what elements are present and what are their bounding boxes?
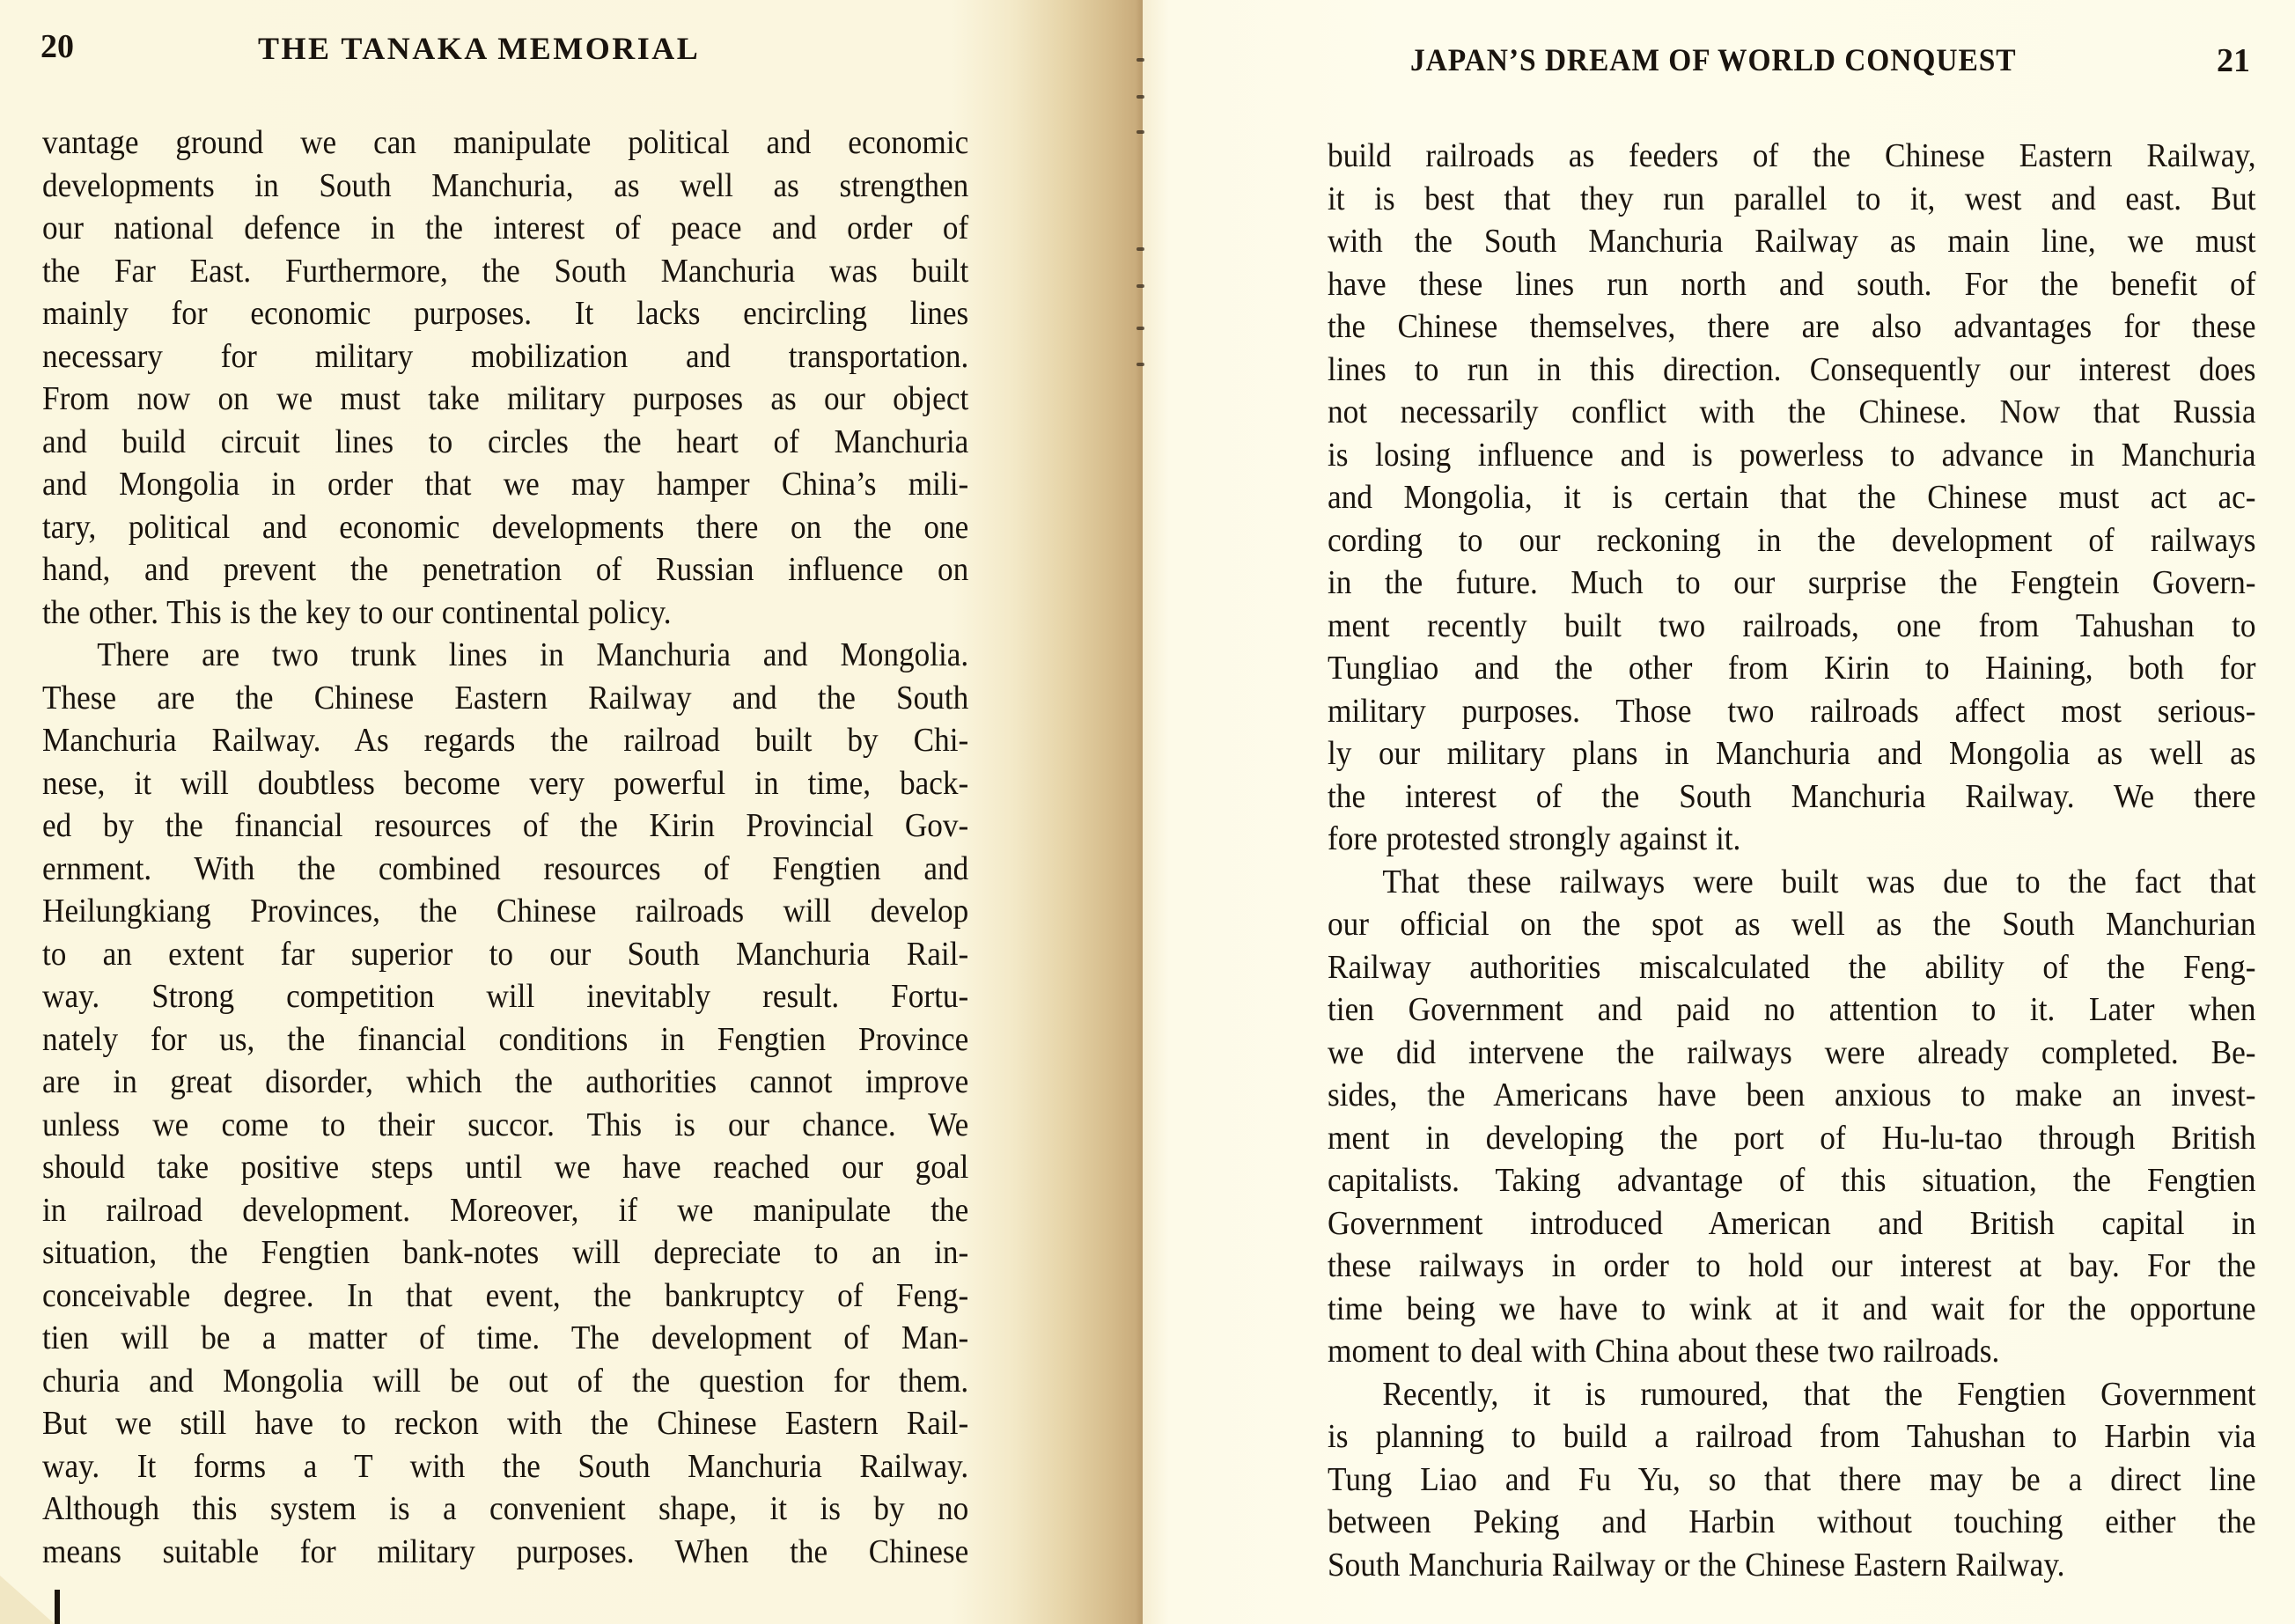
stitch-hole: [1136, 130, 1144, 134]
text-line: [42, 421, 968, 464]
text-line-content: way. It forms a T with the South Manchuria Railway.: [42, 1447, 969, 1485]
text-line-content: nately for us, the financial conditions in Fengtien Province: [42, 1020, 969, 1058]
text-line: [1328, 1202, 2256, 1246]
text-line: [42, 335, 968, 378]
text-line-content: is planning to build a railroad from Tahushan to Harbin via: [1328, 1418, 2256, 1455]
text-line: [42, 677, 968, 720]
text-line: [42, 592, 968, 635]
text-line: [42, 292, 968, 335]
text-line: [1328, 349, 2256, 392]
text-line: [42, 1189, 968, 1232]
text-line: [42, 463, 968, 506]
text-line: [1328, 903, 2256, 946]
text-line: [1328, 562, 2256, 605]
text-line-content: There are two trunk lines in Manchuria and Mongolia.: [97, 636, 969, 673]
text-line-content: tary, political and economic developments there on the one: [42, 508, 969, 546]
text-line-content: it is best that they run parallel to it, west and east. But: [1328, 180, 2256, 217]
text-line-content: to an extent far superior to our South Manchuria Rail-: [42, 935, 969, 973]
text-line-content: churia and Mongolia will be out of the question for them.: [42, 1362, 969, 1400]
text-line-content: the other. This is the key to our continental policy.: [42, 593, 672, 631]
running-head: JAPAN’S DREAM OF WORLD CONQUEST: [1410, 42, 2017, 77]
text-line-content: we did intervene the railways were already completed. Be-: [1328, 1033, 2256, 1071]
text-line: [1328, 1373, 2256, 1416]
text-line-content: ed by the financial resources of the Kirin Provincial Gov-: [42, 807, 969, 844]
text-line: [1328, 818, 2256, 861]
text-line: [1328, 1459, 2256, 1502]
text-line-content: fore protested strongly against it.: [1328, 820, 1741, 857]
text-line: [42, 1231, 968, 1275]
text-line: [1328, 647, 2256, 690]
text-line: [1328, 391, 2256, 434]
text-line-content: developments in South Manchuria, as well as strengthen: [42, 166, 969, 204]
text-line-content: Tungliao and the other from Kirin to Haining, both for: [1328, 650, 2256, 687]
text-line: [1328, 135, 2256, 178]
text-line: [42, 890, 968, 933]
text-line-content: our national defence in the interest of peace and order of: [42, 209, 969, 246]
text-line-content: Heilungkiang Provinces, the Chinese railroads will develop: [42, 893, 969, 930]
text-line-content: hand, and prevent the penetration of Russian influence on: [42, 551, 969, 588]
text-line-content: in railroad development. Moreover, if we manipulate the: [42, 1191, 969, 1229]
text-line: [42, 634, 968, 677]
text-line: [42, 1104, 968, 1147]
text-line-content: From now on we must take military purposes as our object: [42, 380, 969, 417]
text-line-content: and Mongolia in order that we may hamper China’s mili-: [42, 466, 969, 503]
text-line: [1328, 178, 2256, 221]
text-line: [1328, 1544, 2256, 1587]
stitch-hole: [1136, 95, 1144, 99]
text-line-content: mainly for economic purposes. It lacks encircling lines: [42, 295, 969, 332]
text-line: [42, 975, 968, 1018]
text-line-content: not necessarily conflict with the Chinese. Now that Russia: [1328, 393, 2256, 430]
text-line-content: moment to deal with China about these two railroads.: [1328, 1333, 2000, 1370]
page-number: 20: [40, 28, 74, 65]
text-line: [42, 250, 968, 293]
text-line-content: sides, the Americans have been anxious to make an invest-: [1328, 1077, 2256, 1113]
text-line: [1328, 605, 2256, 648]
text-line: [42, 1531, 968, 1574]
text-line-content: the interest of the South Manchuria Railway. We there: [1328, 777, 2256, 815]
text-line: [42, 1317, 968, 1360]
text-line: [1328, 861, 2256, 904]
text-line-content: these railways in order to hold our interest at bay. For the: [1328, 1247, 2256, 1284]
text-line-content: in the future. Much to our surprise the Fengtein Govern-: [1328, 564, 2256, 601]
text-line: [1328, 1159, 2256, 1202]
text-line: [42, 848, 968, 891]
text-line: [42, 1488, 968, 1531]
text-line-content: military purposes. Those two railroads affect most serious-: [1328, 692, 2256, 730]
text-line: [42, 1018, 968, 1062]
stitch-hole: [1136, 284, 1144, 288]
text-line: [1328, 946, 2256, 989]
text-line: [1328, 519, 2256, 562]
text-line-content: our official on the spot as well as the South Manchurian: [1328, 906, 2256, 943]
text-line: [1328, 1501, 2256, 1544]
text-line: [42, 1061, 968, 1104]
text-line-content: Tung Liao and Fu Yu, so that there may be a direct line: [1328, 1460, 2256, 1498]
text-line: [1328, 305, 2256, 349]
text-line: [42, 719, 968, 762]
stitch-hole: [1136, 247, 1144, 251]
text-line-content: means suitable for military purposes. When the Chinese: [42, 1532, 969, 1570]
text-line: [42, 165, 968, 208]
text-line-content: and Mongolia, it is certain that the Chinese must act ac-: [1328, 479, 2256, 516]
text-line: [42, 207, 968, 250]
text-line-content: the Far East. Furthermore, the South Manchuria was built: [42, 252, 969, 290]
text-line: [1328, 1415, 2256, 1459]
text-line-content: have these lines run north and south. For the benefit of: [1328, 265, 2256, 303]
text-line-content: are in great disorder, which the authorities cannot improve: [42, 1063, 969, 1100]
text-line-content: nese, it will doubtless become very powerful in time, back-: [42, 764, 969, 802]
text-line: [1328, 434, 2256, 477]
stitch-hole: [1136, 363, 1144, 366]
text-line: [1328, 1074, 2256, 1117]
text-line: [42, 378, 968, 421]
text-line: [1328, 732, 2256, 775]
text-line: [1328, 690, 2256, 733]
text-line-content: Manchuria Railway. As regards the railroad built by Chi-: [42, 722, 969, 759]
text-line-content: the Chinese themselves, there are also advantages for these: [1328, 308, 2256, 345]
text-line-content: ernment. With the combined resources of Fengtien and: [42, 849, 969, 887]
text-line: [42, 121, 968, 165]
text-line-content: Government introduced American and British capital in: [1328, 1204, 2256, 1242]
text-line: [42, 1445, 968, 1488]
left-page: [0, 0, 1144, 1624]
text-line: [42, 1146, 968, 1189]
page-edge-mark: [55, 1590, 60, 1624]
text-line-content: should take positive steps until we have reached our goal: [42, 1149, 969, 1186]
stitch-hole: [1136, 58, 1144, 62]
text-line-content: tien Government and paid no attention to it. Later when: [1328, 991, 2256, 1028]
right-page: [1143, 0, 2295, 1624]
text-line-content: capitalists. Taking advantage of this situation, the Fengtien: [1328, 1162, 2256, 1199]
text-line: [42, 548, 968, 592]
text-line: [42, 1275, 968, 1318]
body-text: [1328, 135, 2256, 1586]
text-line-content: Recently, it is rumoured, that the Fengtien Government: [1382, 1375, 2256, 1413]
text-line: [42, 1360, 968, 1403]
text-line-content: These are the Chinese Eastern Railway and the South: [42, 679, 969, 716]
text-line-content: and build circuit lines to circles the heart of Manchuria: [42, 423, 969, 460]
text-line-content: is losing influence and is powerless to advance in Manchuria: [1328, 436, 2256, 474]
text-line-content: conceivable degree. In that event, the bankruptcy of Feng-: [42, 1276, 969, 1314]
stitch-hole: [1136, 327, 1144, 330]
text-line-content: South Manchuria Railway or the Chinese Eastern Railway.: [1328, 1546, 2065, 1584]
text-line: [42, 506, 968, 549]
page-corner-fold: [0, 1576, 55, 1624]
text-line-content: unless we come to their succor. This is our chance. We: [42, 1106, 969, 1143]
text-line-content: Railway authorities miscalculated the ability of the Feng-: [1328, 948, 2256, 986]
text-line-content: ment in developing the port of Hu-lu-tao through British: [1328, 1119, 2256, 1157]
text-line-content: build railroads as feeders of the Chinese Eastern Railway,: [1328, 137, 2256, 174]
text-line: [42, 1402, 968, 1445]
text-line-content: between Peking and Harbin without touching either the: [1328, 1503, 2256, 1540]
text-line: [1328, 1330, 2256, 1373]
text-line-content: way. Strong competition will inevitably result. Fortu-: [42, 978, 969, 1015]
text-line-content: That these railways were built was due to the fact that: [1382, 863, 2256, 900]
text-line: [1328, 1288, 2256, 1331]
text-line: [1328, 263, 2256, 306]
text-line-content: situation, the Fengtien bank-notes will depreciate to an in-: [42, 1234, 969, 1271]
page-number: 21: [2217, 42, 2250, 79]
text-line: [42, 762, 968, 805]
text-line-content: with the South Manchuria Railway as main line, we must: [1328, 223, 2256, 260]
text-line: [1328, 775, 2256, 819]
text-line-content: ly our military plans in Manchuria and Mongolia as well as: [1328, 735, 2256, 772]
text-line: [1328, 476, 2256, 519]
text-line: [1328, 220, 2256, 263]
text-line: [42, 805, 968, 848]
text-line-content: cording to our reckoning in the development of railways: [1328, 521, 2256, 559]
text-line-content: Although this system is a convenient shape, it is by no: [42, 1490, 969, 1527]
text-line: [1328, 988, 2256, 1032]
text-line-content: necessary for military mobilization and transportation.: [42, 337, 969, 375]
text-line-content: vantage ground we can manipulate political and economic: [42, 124, 969, 161]
text-line: [1328, 1117, 2256, 1160]
running-head: THE TANAKA MEMORIAL: [258, 31, 701, 66]
text-line-content: But we still have to reckon with the Chinese Eastern Rail-: [42, 1405, 969, 1442]
text-line-content: tien will be a matter of time. The development of Man-: [42, 1319, 969, 1356]
text-line-content: ment recently built two railroads, one from Tahushan to: [1328, 606, 2256, 644]
text-line: [1328, 1245, 2256, 1288]
text-line-content: lines to run in this direction. Consequently our interest does: [1328, 350, 2256, 388]
text-line: [42, 933, 968, 976]
text-line-content: time being we have to wink at it and wait for the opportune: [1328, 1290, 2256, 1327]
text-line: [1328, 1032, 2256, 1075]
body-text: [42, 121, 968, 1573]
